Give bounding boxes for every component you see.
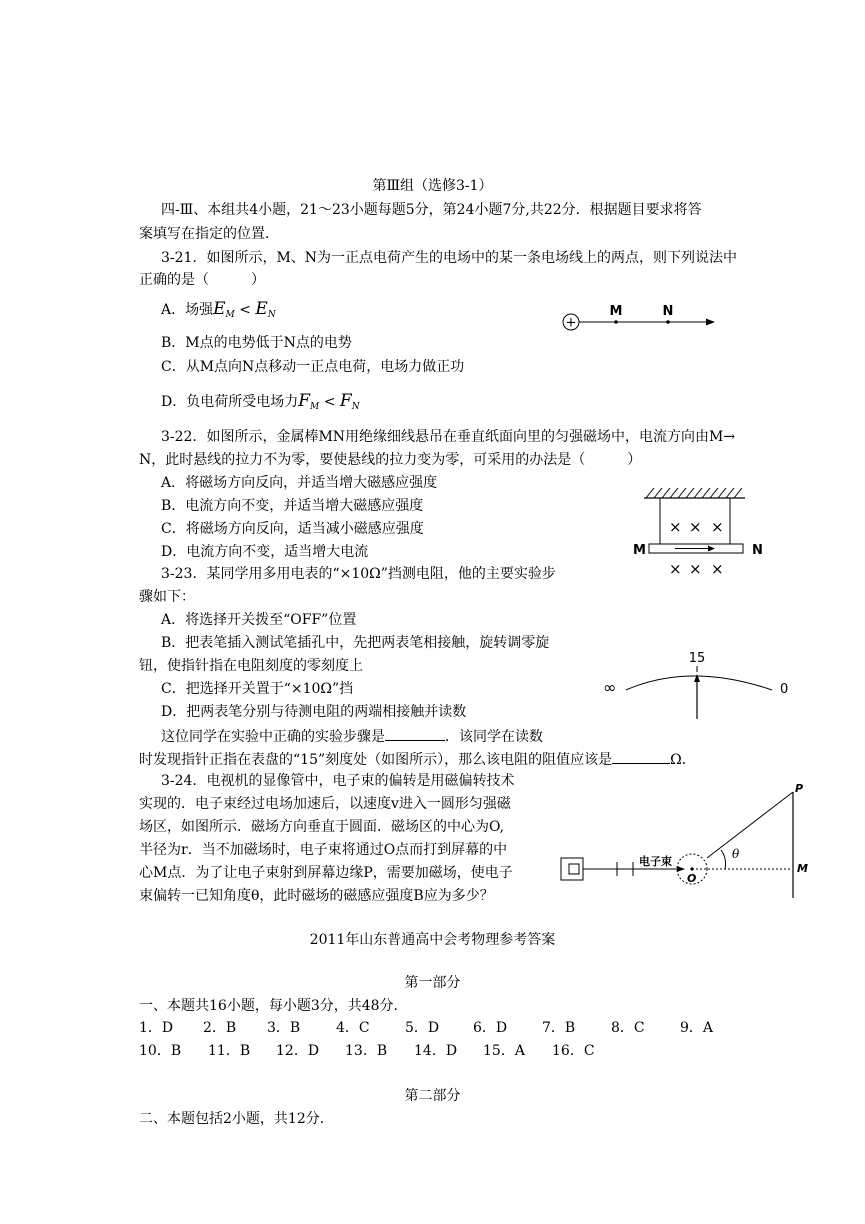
- q21-option-d-f: F: [298, 391, 311, 411]
- q23-question-2-text: 时发现指针正指在表盘的“15”刻度处（如图所示），那么该电阻的阻值应该是: [139, 752, 613, 768]
- answer-item: 14．D: [414, 1043, 458, 1059]
- q21-stem-line-1: 3-21．如图所示，M、N为一正点电荷产生的电场中的某一条电场线上的两点，则下列说法中: [161, 250, 738, 266]
- part1-description: 一、本题共16小题，每小题3分，共48分．: [139, 998, 408, 1014]
- q23-steps-answer-blank[interactable]: [385, 726, 445, 741]
- q21-option-c: C．从M点向N点移动一正点电荷，电场力做正功: [161, 359, 465, 375]
- part2-title: 第二部分: [404, 1088, 461, 1104]
- center-o-label: O: [687, 872, 697, 885]
- answer-item: 13．B: [345, 1043, 388, 1059]
- q23-resistance-answer-blank[interactable]: [612, 749, 670, 764]
- q21-option-a-prefix: A．场强: [161, 302, 214, 318]
- q24-line-4: 半径为r．当不加磁场时，电子束将通过O点而打到屏幕的中: [139, 842, 508, 858]
- intro-line-1: 四-Ⅲ、本组共4小题，21～23小题每题5分，第24小题7分,共22分．根据题目要求将答: [161, 202, 702, 218]
- positive-charge-sign: +: [565, 315, 577, 331]
- dial-zero-label: 0: [780, 682, 789, 697]
- field-x-4: ×: [669, 560, 682, 578]
- field-x-1: ×: [669, 518, 682, 536]
- electron-beam-label: 电子束: [639, 855, 672, 868]
- point-m-dot: [614, 320, 618, 324]
- electron-beam-arrowhead: [677, 866, 685, 872]
- part2-description: 二、本题包括2小题，共12分．: [139, 1111, 334, 1127]
- dial-pointer-head: [694, 674, 700, 682]
- q21-option-a-e2: E: [255, 299, 268, 319]
- q21-stem-line-2: 正确的是（ ）: [139, 272, 265, 288]
- theta-arc: [721, 850, 726, 869]
- answer-item: 12．D: [276, 1043, 320, 1059]
- point-n-label: N: [662, 304, 674, 319]
- field-x-2: ×: [689, 518, 702, 536]
- rod-end-m-label: M: [633, 543, 646, 558]
- q23-option-b-line-1: B．把表笔插入测试笔插孔中，先把两表笔相接触，旋转调零旋: [161, 635, 550, 651]
- q21-option-d-prefix: D．负电荷所受电场力: [161, 394, 299, 410]
- answer-item: 1．D: [139, 1020, 174, 1036]
- answer-item: 16．C: [552, 1043, 595, 1059]
- q24-line-5: 心M点．为了让电子束射到屏幕边缘P，需要加磁场，使电子: [139, 865, 513, 881]
- intro-line-2: 案填写在指定的位置．: [139, 226, 279, 242]
- q24-crt-deflection-figure: [555, 780, 825, 905]
- point-m-label: M: [609, 304, 623, 319]
- q21-option-d-lt: <: [323, 394, 336, 410]
- field-x-6: ×: [711, 560, 724, 578]
- q21-option-a-sub-m: M: [225, 310, 235, 320]
- field-x-5: ×: [689, 560, 702, 578]
- q23-option-b-line-2: 钮，使指针指在电阻刻度的零刻度上: [139, 658, 363, 674]
- q21-field-line-figure: [555, 298, 725, 334]
- q21-option-d-sub-n: N: [351, 402, 360, 412]
- q23-option-a: A．将选择开关拨至“OFF”位置: [161, 612, 357, 628]
- answer-item: 4．C: [336, 1020, 370, 1036]
- answer-item: 3．B: [267, 1020, 301, 1036]
- q23-stem-line-2: 骤如下：: [139, 589, 195, 605]
- answer-item: 10．B: [139, 1043, 182, 1059]
- ceiling-hatching: [646, 488, 742, 498]
- answer-title: 2011年山东普通高中会考物理参考答案: [309, 932, 556, 948]
- theta-label: θ: [732, 847, 740, 861]
- part1-title: 第一部分: [404, 975, 461, 991]
- deflected-path: [707, 792, 793, 858]
- answer-item: 11．B: [208, 1043, 251, 1059]
- section-title: 第Ⅲ组（选修3-1）: [372, 178, 493, 194]
- electron-gun-inner: [569, 864, 579, 874]
- answer-item: 9．A: [680, 1020, 714, 1036]
- point-n-dot: [666, 320, 670, 324]
- q22-option-d: D．电流方向不变，适当增大电流: [161, 544, 369, 560]
- q21-option-a-e: E: [213, 299, 226, 319]
- q23-question-1-text: 这位同学在实验中正确的实验步骤是: [161, 729, 385, 745]
- q23-question-2-unit: Ω．: [670, 752, 696, 768]
- q21-option-a-lt: <: [239, 302, 251, 318]
- answer-item: 7．B: [542, 1020, 576, 1036]
- point-m-label: M: [797, 862, 808, 875]
- rod-end-n-label: N: [752, 543, 763, 558]
- dial-fifteen-label: 15: [688, 651, 706, 666]
- q23-option-c: C．把选择开关置于“×10Ω”挡: [161, 681, 354, 697]
- q21-option-a-sub-n: N: [267, 310, 276, 320]
- q23-question-1-tail: ．该同学在读数: [445, 729, 543, 745]
- answer-item: 6．D: [473, 1020, 508, 1036]
- q24-line-1: 3-24．电视机的显像管中，电子束的偏转是用磁偏转技术: [161, 773, 515, 789]
- q22-stem-line-1: 3-22．如图所示，金属棒MN用绝缘细线悬吊在垂直纸面向里的匀强磁场中，电流方向由M→: [161, 429, 736, 445]
- q23-option-d: D．把两表笔分别与待测电阻的两端相接触并读数: [161, 704, 467, 720]
- answer-item: 8．C: [611, 1020, 645, 1036]
- q21-option-a: [161, 300, 276, 324]
- q23-question-line-2: [139, 749, 696, 769]
- q23-stem-line-1: 3-23．某同学用多用电表的“×10Ω”挡测电阻，他的主要实验步: [161, 566, 556, 582]
- answer-item: 15．A: [483, 1043, 525, 1059]
- q22-option-a: A．将磁场方向反向，并适当增大磁感应强度: [161, 475, 438, 491]
- q23-ohmmeter-dial-figure: [600, 644, 800, 724]
- q22-stem-line-2: N，此时悬线的拉力不为零，要使悬线的拉力变为零，可采用的办法是（ ）: [139, 452, 642, 468]
- q24-line-3: 场区，如图所示．磁场方向垂直于圆面．磁场区的中心为O,: [139, 819, 505, 835]
- dial-arc: [626, 676, 772, 690]
- q23-question-line-1: [161, 726, 543, 746]
- answer-item: 5．D: [405, 1020, 440, 1036]
- q21-option-b: B．M点的电势低于N点的电势: [161, 335, 352, 351]
- electron-gun-body: [561, 858, 583, 880]
- q22-hanging-rod-figure: [625, 452, 775, 580]
- q21-option-d: [161, 392, 360, 416]
- field-line-arrowhead: [706, 319, 715, 326]
- q22-option-c: C．将磁场方向反向，适当减小磁感应强度: [161, 521, 424, 537]
- q24-line-2: 实现的．电子束经过电场加速后，以速度v进入一圆形匀强磁: [139, 796, 511, 812]
- q21-option-d-sub-m: M: [310, 402, 320, 412]
- q22-option-b: B．电流方向不变，并适当增大磁感应强度: [161, 498, 424, 514]
- field-x-3: ×: [711, 518, 724, 536]
- q24-line-6: 束偏转一已知角度θ，此时磁场的磁感应强度B应为多少？: [139, 888, 494, 904]
- q21-option-d-f2: F: [339, 391, 352, 411]
- dial-infinity-label: ∞: [603, 678, 617, 697]
- point-p-label: P: [795, 782, 804, 795]
- answer-item: 2．B: [203, 1020, 237, 1036]
